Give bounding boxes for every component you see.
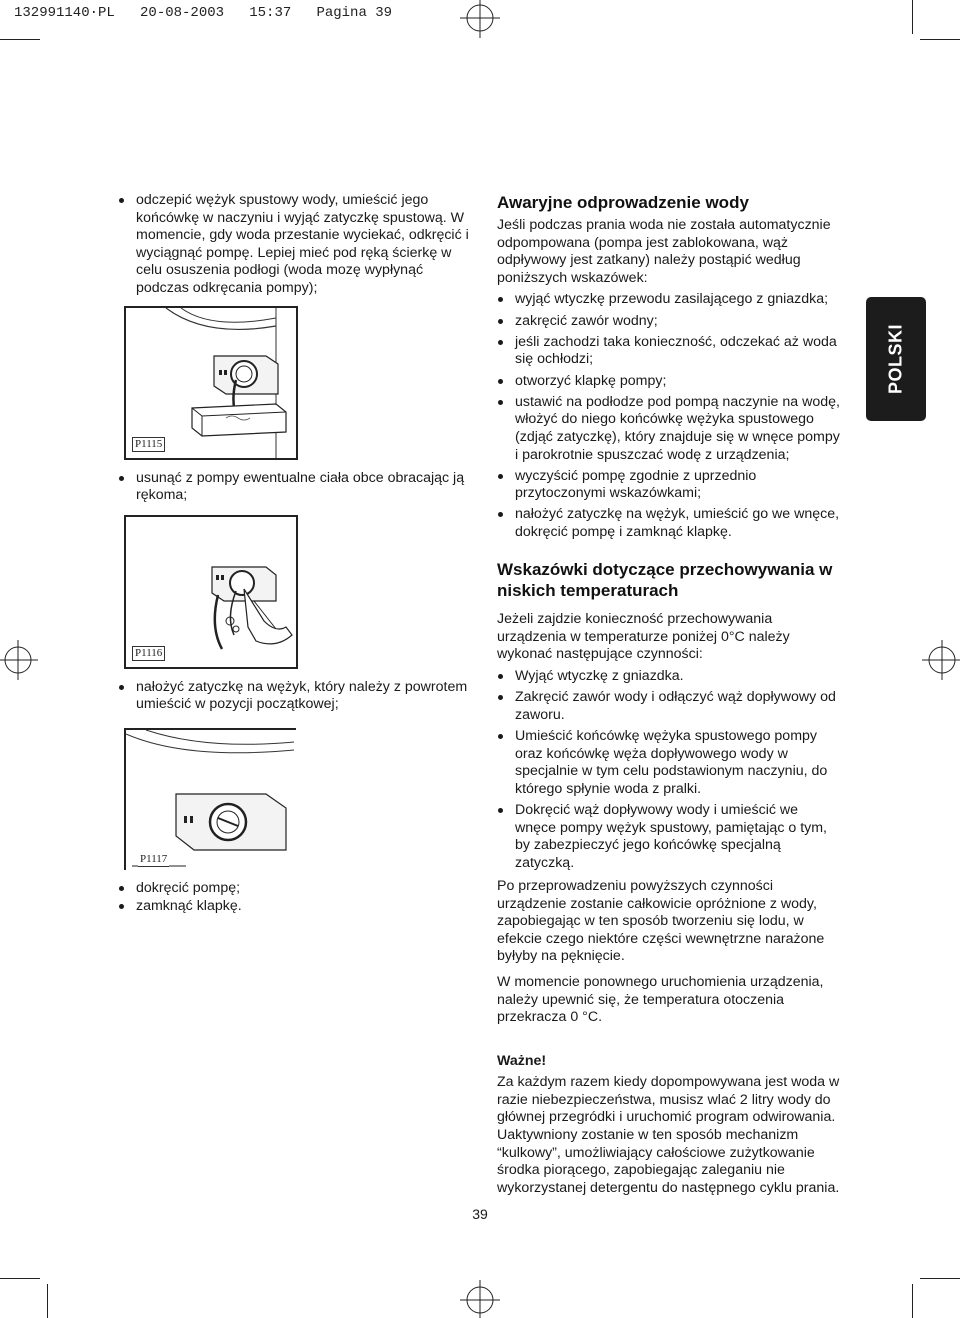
- figure-pump-refit: [124, 728, 296, 870]
- important-heading: Ważne!: [497, 1052, 547, 1069]
- emergency-drain-heading: Awaryjne odprowadzenie wody: [497, 193, 749, 212]
- print-header: 132991140·PL 20-08-2003 15:37 Pagina 39: [14, 5, 393, 21]
- language-tab-label: POLSKI: [885, 323, 906, 395]
- list-item: nałożyć zatyczkę na wężyk, umieścić go we wnęce, dokręcić pompę i zamknąć klapkę.: [497, 506, 842, 541]
- list-item: Wyjąć wtyczkę z gniazdka.: [497, 668, 842, 686]
- list-item: otworzyć klapkę pompy;: [497, 373, 842, 391]
- important-text-1: Za każdym razem kiedy dopompowywana jest woda w razie niebezpieczeństwa, musisz wlać 2 litry wody do głównej przegródki i uruchomić program odwirowania.: [497, 1074, 840, 1126]
- list-item: zakręcić zawór wodny;: [497, 313, 842, 331]
- list-item: wyczyścić pompę zgodnie z uprzednio przytoczonymi wskazówkami;: [497, 468, 842, 503]
- step-replace-plug: nałożyć zatyczkę na wężyk, który należy z powrotem umieścić w pozycji początkowej;: [118, 679, 470, 714]
- language-tab: [866, 297, 926, 421]
- important-text-2: Uaktywniony zostanie w ten sposób mechanizm “kulkowy”, umożliwiający całościowe zużytkowanie środka piorącego, zapobiegając zaleganiu nie wykorzystanej detergentu do następnego cyklu prania.: [497, 1127, 840, 1196]
- emergency-drain-steps: [497, 291, 842, 541]
- list-item: ustawić na podłodze pod pompą naczynie na wodę, włożyć do niego końcówkę wężyka spustowego (zdjąć zatyczkę), który znajduje się w wnęce pompy i parokrotnie spuszczać wodę z urządzenia;: [497, 394, 842, 464]
- list-item: Zakręcić zawór wody i odłączyć wąż dopływowy od zaworu.: [497, 689, 842, 724]
- step-disconnect-hose: odczepić wężyk spustowy wody, umieścić jego końcówkę w naczyniu i wyjąć zatyczkę spustową. W momencie, gdy woda przestanie wyciekać, odkręcić i wyciągnąć pompę. Lepiej mieć pod ręką ścierkę w celu osuszenia podłogi (woda mozę wypłynąć podczas odkręcania pompy);: [118, 192, 470, 298]
- figure-label-p1116: P1116: [132, 646, 165, 661]
- figure-label-p1117: P1117: [140, 852, 168, 865]
- figure-pump-clean: [124, 515, 298, 669]
- pump-drain-illustration-icon: [126, 308, 296, 458]
- frost-storage-heading: Wskazówki dotyczące przechowywania w niskich temperaturach: [497, 560, 833, 601]
- list-item: wyjąć wtyczkę przewodu zasilającego z gniazdka;: [497, 291, 842, 309]
- step-screw-pump: dokręcić pompę;: [118, 880, 470, 898]
- figure-pump-drain: [124, 306, 298, 460]
- list-item: Dokręcić wąż dopływowy wody i umieścić we wnęce pompy wężyk spustowy, pamiętając o tym, by zabezpieczyć jego końcówkę specjalną zatyczką.: [497, 802, 842, 872]
- frost-storage-paragraph-1: Po przeprowadzeniu powyższych czynności urządzenie zostanie całkowicie opróżnione z wody, zapobiegając w ten sposób tworzeniu się lodu, w efekcie czego niektóre części wewnętrzne narażone byłyby na pęknięcie.: [497, 877, 825, 965]
- figure-label-p1115: P1115: [132, 437, 165, 452]
- page-number: 39: [472, 1206, 488, 1222]
- emergency-drain-intro: Jeśli podczas prania woda nie została automatycznie odpompowana (pompa jest zablokowana, wąż odpływowy jest zatkany) należy postąpić według poniższych wskazówek:: [497, 217, 831, 286]
- pump-clean-illustration-icon: [126, 517, 296, 667]
- list-item: jeśli zachodzi taka konieczność, odczekać aż woda się ochłodzi;: [497, 334, 842, 369]
- list-item: Umieścić końcówkę wężyka spustowego pompy oraz końcówkę węża dopływowego wody w specjalnie w tym celu podstawionym naczyniu, do którego spłynie woda z pralki.: [497, 728, 842, 798]
- step-remove-foreign-bodies: usunąć z pompy ewentualne ciała obce obracając ją rękoma;: [118, 470, 470, 505]
- frost-storage-paragraph-2: W momencie ponownego uruchomienia urządzenia, należy upewnić się, że temperatura otoczenia przekracza 0 °C.: [497, 973, 824, 1026]
- left-column: [118, 192, 470, 915]
- frost-storage-intro: Jeżeli zajdzie konieczność przechowywania urządzenia w temperaturze poniżej 0°C należy wykonać następujące czynności:: [497, 611, 790, 663]
- right-column: [497, 192, 842, 1197]
- frost-storage-steps: [497, 668, 842, 872]
- pump-refit-illustration-icon: [126, 730, 296, 870]
- step-close-flap: zamknąć klapkę.: [118, 898, 470, 916]
